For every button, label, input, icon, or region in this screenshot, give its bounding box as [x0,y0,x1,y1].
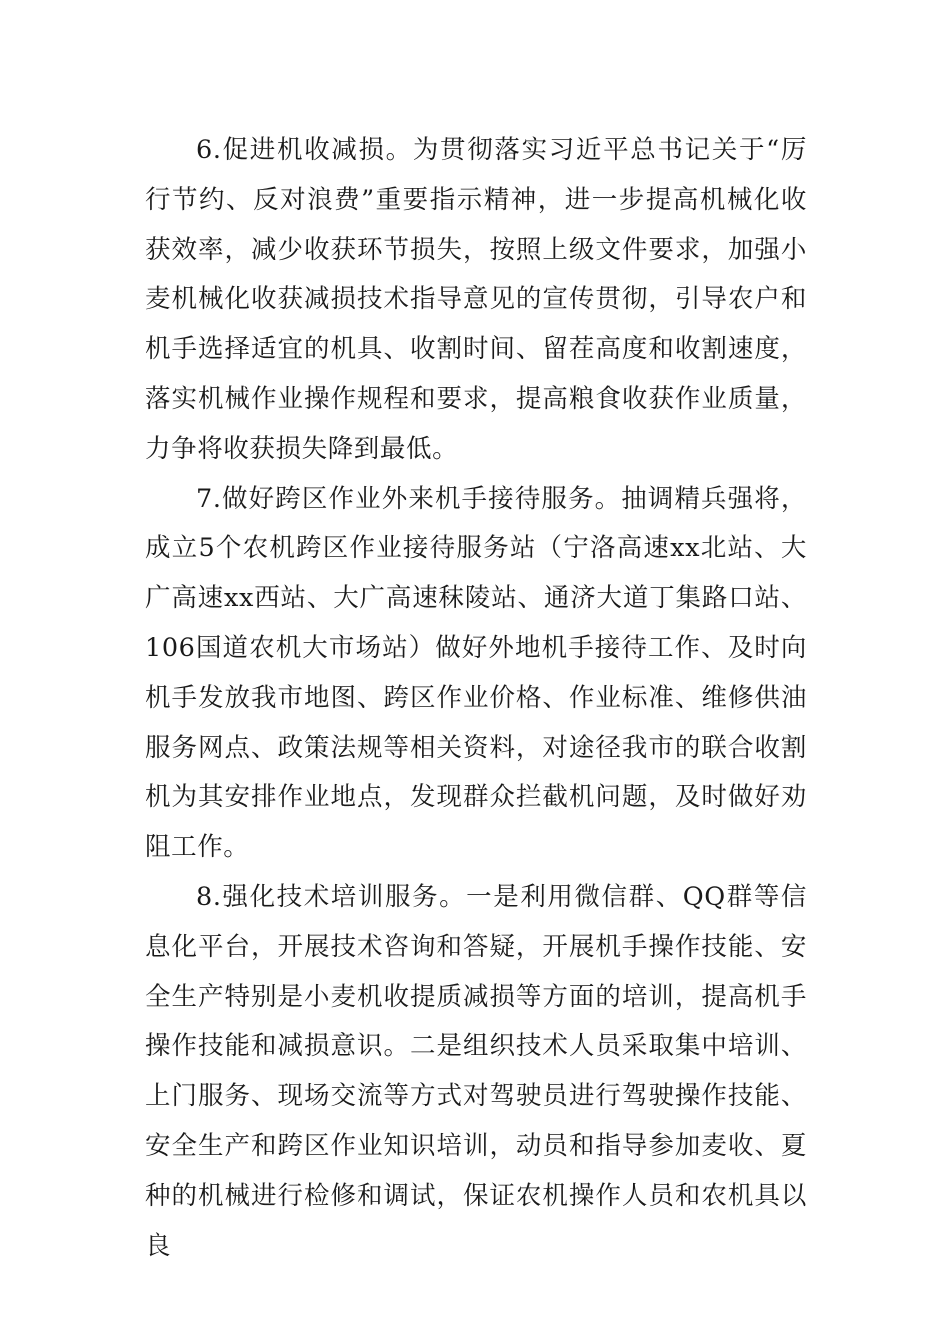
paragraph-item-8: 8.强化技术培训服务。一是利用微信群、QQ群等信息化平台，开展技术咨询和答疑，开展机手操作技能、安全生产特别是小麦机收提质减损等方面的培训，提高机手操作技能和减损意识。二是组织技术人员采取集中培训、上门服务、现场交流等方式对驾驶员进行驾驶操作技能、安全生产和跨区作业知识培训，动员和指导参加麦收、夏种的机械进行检修和调试，保证农机操作人员和农机具以良 [145,881,807,1261]
document-body [145,126,807,1271]
paragraph-item-6: 6.促进机收减损。为贯彻落实习近平总书记关于“厉行节约、反对浪费”重要指示精神，进一步提高机械化收获效率，减少收获环节损失，按照上级文件要求，加强小麦机械化收获减损技术指导意见的宣传贯彻，引导农户和机手选择适宜的机具、收割时间、留茬高度和收割速度，落实机械作业操作规程和要求，提高粮食收获作业质量，力争将收获损失降到最低。 [145,135,807,464]
paragraph-item-7: 7.做好跨区作业外来机手接待服务。抽调精兵强将，成立5个农机跨区作业接待服务站（宁洛高速xx北站、大广高速xx西站、大广高速秣陵站、通济大道丁集路口站、106国道农机大市场站）做好外地机手接待工作、及时向机手发放我市地图、跨区作业价格、作业标准、维修供油服务网点、政策法规等相关资料，对途径我市的联合收割机为其安排作业地点，发现群众拦截机问题，及时做好劝阻工作。 [145,483,807,863]
